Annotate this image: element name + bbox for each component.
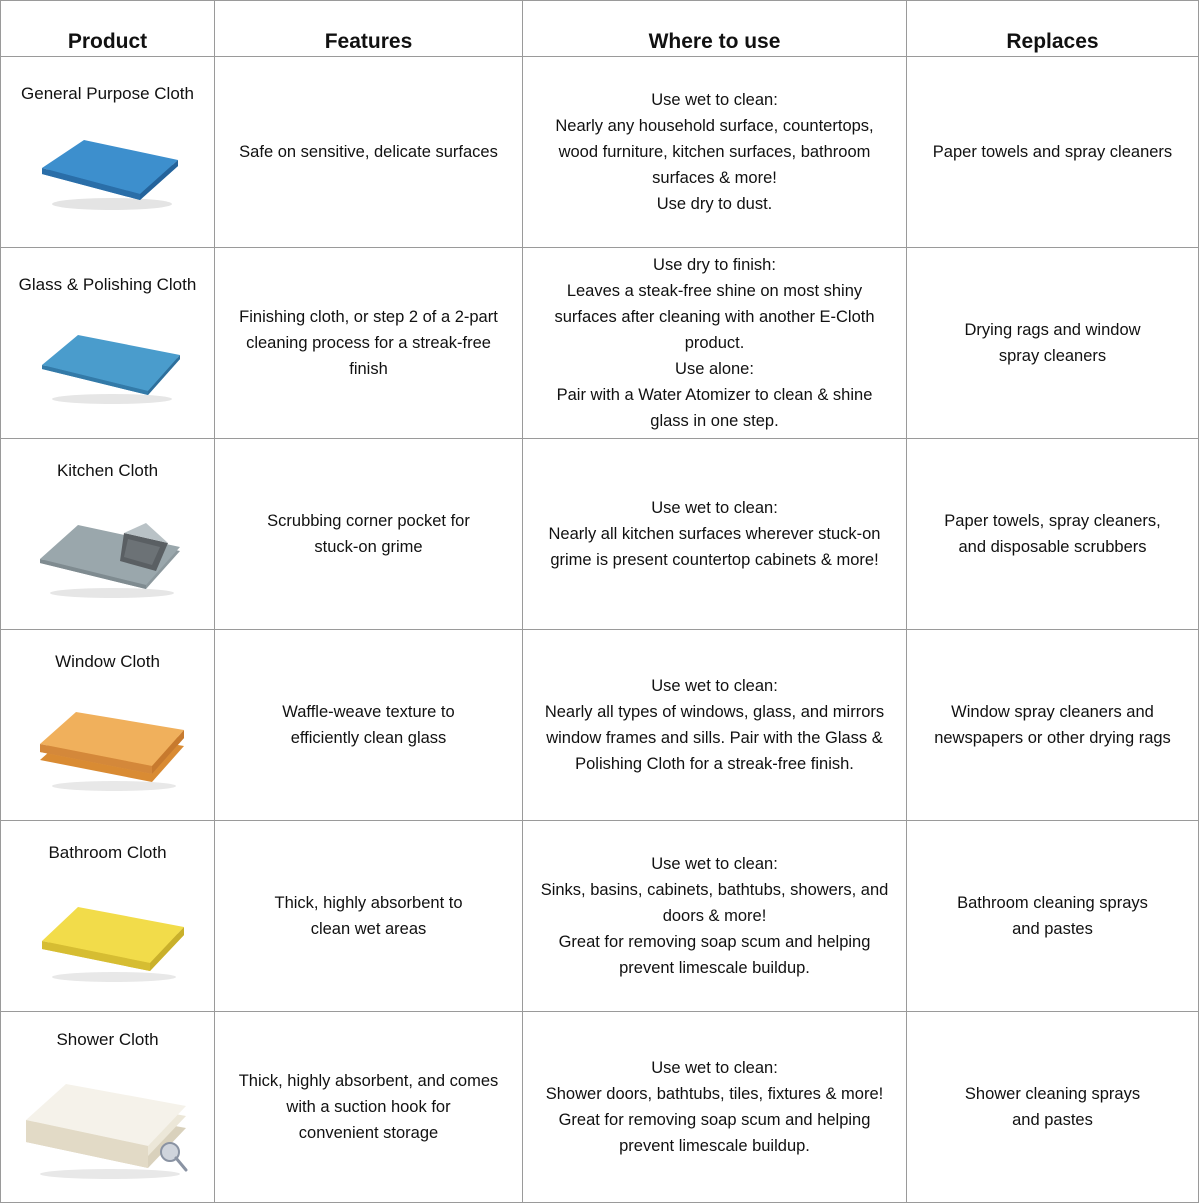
replaces-cell: Bathroom cleaning sprays and pastes: [907, 821, 1199, 1012]
product-name: Glass & Polishing Cloth: [18, 275, 197, 294]
window-cloth-icon: [28, 680, 188, 800]
table-row: [1, 821, 1199, 1012]
where-to-use-cell: Use wet to clean: Nearly all types of windows, glass, and mirrors window frames and sills. Pair with the Glass & Polishing Cloth for a streak-free finish.: [523, 630, 907, 821]
product-name: Kitchen Cloth: [56, 461, 159, 480]
product-name: Window Cloth: [55, 652, 160, 671]
features-cell: Thick, highly absorbent, and comes with a suction hook for convenient storage: [215, 1012, 523, 1203]
product-name: General Purpose Cloth: [21, 84, 194, 103]
shower-cloth-icon: [18, 1058, 198, 1186]
table-row: [1, 57, 1199, 248]
features-cell: Thick, highly absorbent to clean wet areas: [215, 821, 523, 1012]
table-row: [1, 439, 1199, 630]
product-cell: [1, 821, 215, 1012]
header-product: Product: [1, 1, 215, 57]
bathroom-cloth-icon: [28, 871, 188, 991]
product-cell: [1, 630, 215, 821]
table-row: [1, 248, 1199, 439]
glass-polishing-cloth-icon: [28, 303, 188, 413]
product-name: Shower Cloth: [56, 1030, 159, 1049]
header-features: Features: [215, 1, 523, 57]
product-cell: [1, 57, 215, 248]
blue-microfiber-cloth-icon: [28, 112, 188, 222]
where-to-use-cell: Use wet to clean: Nearly all kitchen surfaces wherever stuck-on grime is present countertop cabinets & more!: [523, 439, 907, 630]
product-cell: [1, 439, 215, 630]
header-row: [1, 1, 1199, 57]
replaces-cell: Shower cleaning sprays and pastes: [907, 1012, 1199, 1203]
replaces-cell: Paper towels, spray cleaners, and disposable scrubbers: [907, 439, 1199, 630]
where-to-use-cell: Use wet to clean: Sinks, basins, cabinets, bathtubs, showers, and doors & more! Great for removing soap scum and helping prevent limescale buildup.: [523, 821, 907, 1012]
product-cell: [1, 248, 215, 439]
table-row: [1, 1012, 1199, 1203]
where-to-use-cell: Use wet to clean: Nearly any household surface, countertops, wood furniture, kitchen surfaces, bathroom surfaces & more! Use dry to dust.: [523, 57, 907, 248]
replaces-cell: Drying rags and window spray cleaners: [907, 248, 1199, 439]
where-to-use-cell: Use dry to finish: Leaves a steak-free shine on most shiny surfaces after cleaning with another E-Cloth product. Use alone: Pair with a Water Atomizer to clean & shine glass in one step.: [523, 248, 907, 439]
product-cell: [1, 1012, 215, 1203]
product-name: Bathroom Cloth: [48, 843, 167, 862]
kitchen-cloth-icon: [28, 489, 188, 609]
table-row: [1, 630, 1199, 821]
features-cell: Finishing cloth, or step 2 of a 2-part cleaning process for a streak-free finish: [215, 248, 523, 439]
features-cell: Scrubbing corner pocket for stuck-on grime: [215, 439, 523, 630]
replaces-cell: Window spray cleaners and newspapers or other drying rags: [907, 630, 1199, 821]
where-to-use-cell: Use wet to clean: Shower doors, bathtubs, tiles, fixtures & more! Great for removing soap scum and helping prevent limescale buildup.: [523, 1012, 907, 1203]
features-cell: Waffle-weave texture to efficiently clean glass: [215, 630, 523, 821]
features-cell: Safe on sensitive, delicate surfaces: [215, 57, 523, 248]
header-replaces: Replaces: [907, 1, 1199, 57]
header-where-to-use: Where to use: [523, 1, 907, 57]
replaces-cell: Paper towels and spray cleaners: [907, 57, 1199, 248]
